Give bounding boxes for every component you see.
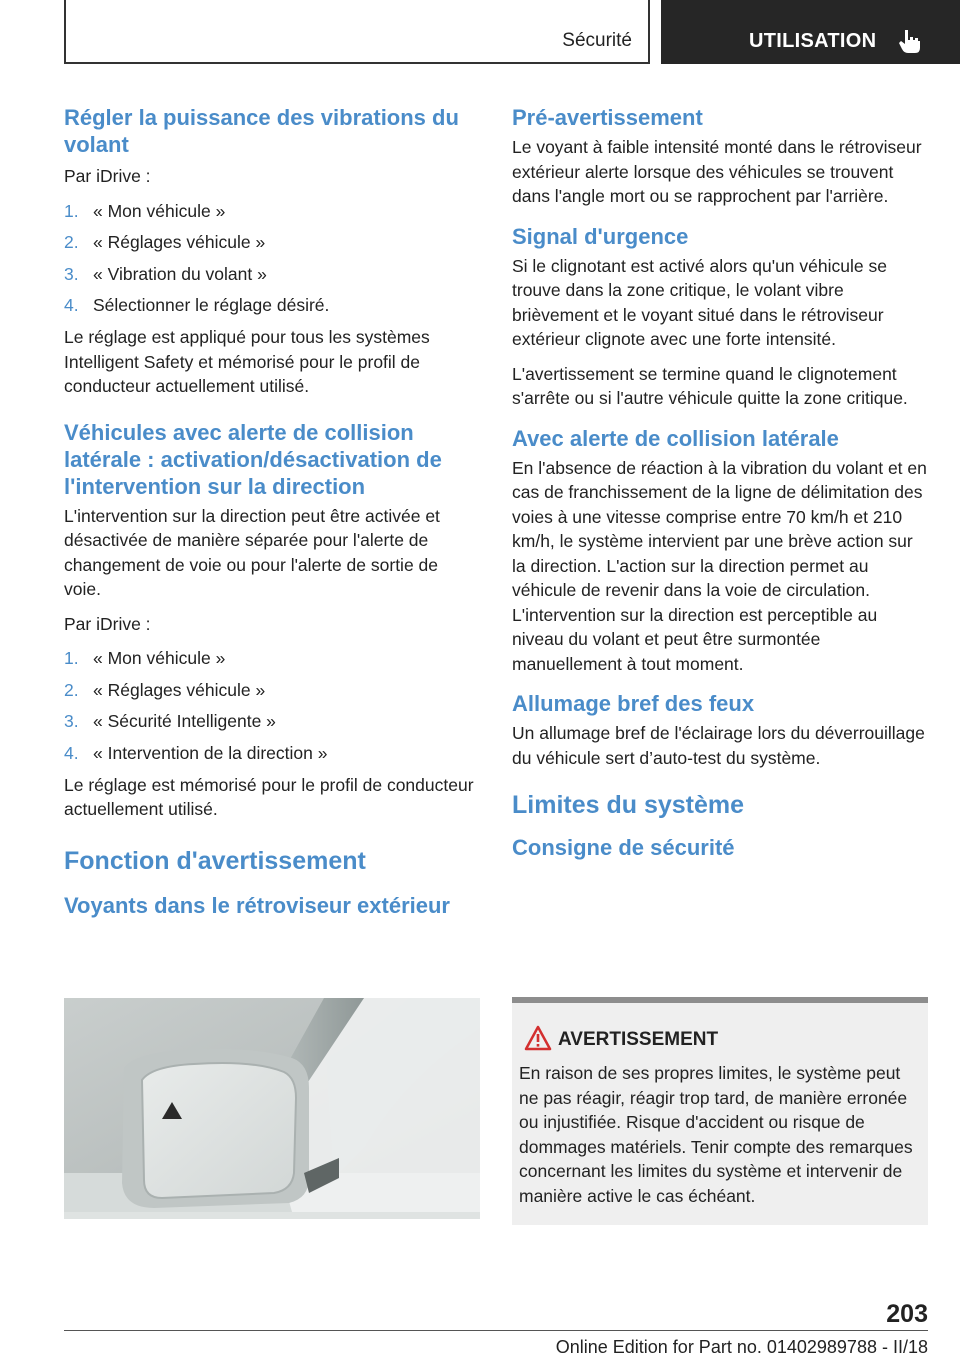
list-item: 4. « Intervention de la direction » [64,742,328,763]
footer-divider [64,1330,928,1331]
list-item: 3. « Vibration du volant » [64,263,267,284]
list-item: 4. Sélectionner le réglage désiré. [64,295,330,315]
heading-pre-avertissement: Pré-avertissement [512,105,703,130]
right-column [512,104,928,865]
pointing-hand-icon [897,28,923,54]
paragraph-memorized: Le réglage est mémorisé pour le profil de conducteur actuellement utilisé. [64,774,474,819]
warning-triangle-icon [524,1025,552,1051]
warning-text: En raison de ses propres limites, le système peut ne pas réagir, réagir trop tard, de manière erronée ou injustifiée. Risque d'accident ou risque de dommages matériels. Tenir compte des remarques concernant les limites du système et intervenir de manière active le cas échéant. [519,1063,913,1206]
warning-box [512,997,928,1225]
heading-signal: Signal d'urgence [512,223,689,249]
heading-limites: Limites du système [512,791,745,819]
paragraph-signal-2: L'avertissement se termine quand le clignotement s'arrête ou si l'autre véhicule quitte la zone critique. [512,363,908,408]
heading-voyants: Voyants dans le rétroviseur extérieur [64,892,450,918]
paragraph-signal-1: Si le clignotant est activé alors qu'un véhicule se trouve dans la zone critique, le volant vibre brièvement et le voyant situé dans le rétroviseur extérieur clignote avec une forte intensité. [512,255,887,349]
list-item: 2. « Réglages véhicule » [64,232,266,252]
paragraph-intervention: L'intervention sur la direction peut être activée et désactivée de manière séparée pour l'alerte de changement de voie ou pour l'alerte de sortie de voie. [64,505,440,599]
header-chapter-label: UTILISATION [749,30,877,52]
left-column [64,104,478,923]
list-item: 1. « Mon véhicule » [64,648,226,668]
heading-avec-alerte: Avec alerte de collision latérale [512,425,839,451]
paragraph-allumage: Un allumage bref de l'éclairage lors du déverrouillage du véhicule sert d’auto-test du système. [512,723,925,768]
paragraph-pre: Le voyant à faible intensité monté dans le rétroviseur extérieur alerte lorsque des véhicules se trouvent dans l'angle mort ou se rapprochent par l'arrière. [512,137,922,206]
list-item: 2. « Réglages véhicule » [64,679,266,700]
header-section-box [64,0,650,64]
heading-consigne: Consigne de sécurité [512,835,735,860]
steps-list-direction [64,646,478,765]
steps-list-vibrations [64,199,478,318]
footer-edition: Online Edition for Part no. 01402989788 - II/18 [555,1337,928,1357]
header-chapter-tab [661,0,960,64]
side-mirror-image [64,998,480,1219]
page-number: 203 [886,1300,928,1328]
heading-allumage: Allumage bref des feux [512,691,755,716]
list-item: 1. « Mon véhicule » [64,200,226,221]
list-item: 3. « Sécurité Intelligente » [64,711,276,731]
heading-fonction: Fonction d'avertissement [64,846,366,875]
side-mirror-illustration [64,998,480,1219]
heading-collision: Véhicules avec alerte de collision latérale : activation/désactivation de l'intervention sur la direction [64,419,442,499]
heading-vibrations: Régler la puissance des vibrations du volant [64,105,459,157]
paragraph-idrive: Par iDrive : [64,613,151,634]
paragraph-applied: Le réglage est appliqué pour tous les systèmes Intelligent Safety et mémorisé pour le profil de conducteur actuellement utilisé. [64,327,430,396]
warning-title: AVERTISSEMENT [558,1029,719,1050]
header-section-title: Sécurité [562,30,632,51]
paragraph-idrive: Par iDrive : [64,166,151,186]
paragraph-avec-alerte: En l'absence de réaction à la vibration du volant et en cas de franchissement de la ligne de délimitation des voies à une vitesse comprise entre 70 km/h et 210 km/h, le système intervient par une brève action sur la direction. L'action sur la direction permet au véhicule de revenir dans la voie de circulation. L'intervention sur la direction est perceptible au niveau du volant et peut être surmontée manuellement à tout moment. [512,457,927,674]
